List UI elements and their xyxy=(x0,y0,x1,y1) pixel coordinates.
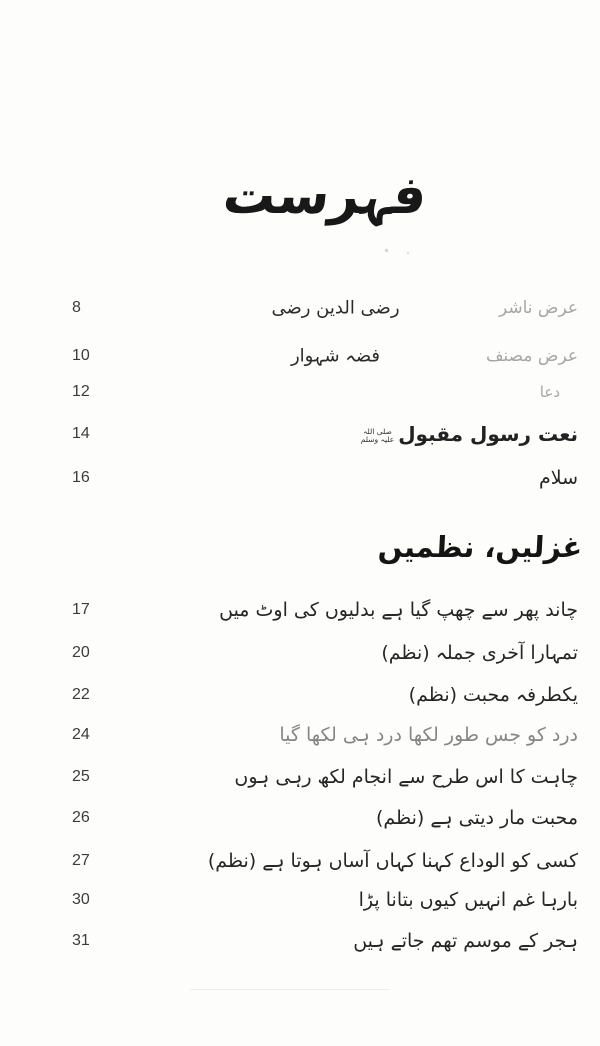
entry-title: کسی کو الوداع کہنا کہاں آساں ہوتا ہے (نظم) xyxy=(207,850,578,872)
page-title: فہرست xyxy=(220,166,430,226)
entry-title xyxy=(357,422,578,446)
entry-title: چاہت کا اس طرح سے انجام لکھ رہی ہوں xyxy=(234,766,578,788)
toc-row xyxy=(0,843,600,879)
entry-title: تمہارا آخری جملہ (نظم) xyxy=(381,642,578,664)
toc-row xyxy=(0,717,600,753)
honorific-stack xyxy=(361,428,394,444)
page-number: 27 xyxy=(72,852,90,869)
entry-title: چاند پھر سے چھپ گیا ہے بدلیوں کی اوٹ میں xyxy=(219,599,578,621)
page-number: 14 xyxy=(72,425,90,442)
page-number: 12 xyxy=(72,383,90,400)
page-number: 30 xyxy=(72,891,90,908)
entry-title: عرض ناشر xyxy=(498,298,578,318)
toc-row xyxy=(0,412,600,456)
toc-row xyxy=(0,677,600,713)
page-number: 26 xyxy=(72,809,90,826)
page-number: 24 xyxy=(72,726,90,743)
toc-row xyxy=(0,592,600,628)
toc-row xyxy=(0,882,600,918)
entry-title: ہجر کے موسم تھم جاتے ہیں xyxy=(353,930,578,952)
page-number: 25 xyxy=(72,768,90,785)
section-heading: غزلیں، نظمیں xyxy=(376,530,583,564)
page-number: 20 xyxy=(72,644,90,661)
page-number: 16 xyxy=(72,469,90,486)
toc-row xyxy=(0,290,600,326)
page-number: 10 xyxy=(72,347,90,364)
toc-row xyxy=(0,378,600,406)
entry-title: یکطرفہ محبت (نظم) xyxy=(408,684,578,706)
page-number: 17 xyxy=(72,601,90,618)
entry-title: بارہا غم انہیں کیوں بتانا پڑا xyxy=(358,889,578,911)
toc-row xyxy=(0,635,600,671)
entry-title: سلام xyxy=(538,467,578,489)
entry-title: محبت مار دیتی ہے (نظم) xyxy=(375,807,578,829)
naat-title-text: نعت رسول مقبول xyxy=(398,422,578,446)
scan-speck xyxy=(385,249,388,252)
honorific-top: صلی اللہ xyxy=(363,426,392,436)
scan-fold-line xyxy=(190,989,390,990)
scan-speck xyxy=(407,252,409,254)
entry-author: رضی الدین رضی xyxy=(271,297,400,319)
toc-row xyxy=(0,338,600,374)
page-number: 22 xyxy=(72,686,90,703)
page-number: 31 xyxy=(72,932,90,949)
toc-row xyxy=(0,923,600,959)
page-number: 8 xyxy=(72,299,81,316)
toc-row xyxy=(0,460,600,496)
toc-row xyxy=(0,800,600,836)
entry-author: فضہ شہوار xyxy=(290,345,381,367)
entry-title: دعا xyxy=(539,383,560,401)
entry-title: عرض مصنف xyxy=(485,346,578,366)
honorific-bottom: علیہ وسلم xyxy=(360,434,395,444)
toc-row xyxy=(0,759,600,795)
entry-title: درد کو جس طور لکھا درد ہی لکھا گیا xyxy=(279,724,578,746)
